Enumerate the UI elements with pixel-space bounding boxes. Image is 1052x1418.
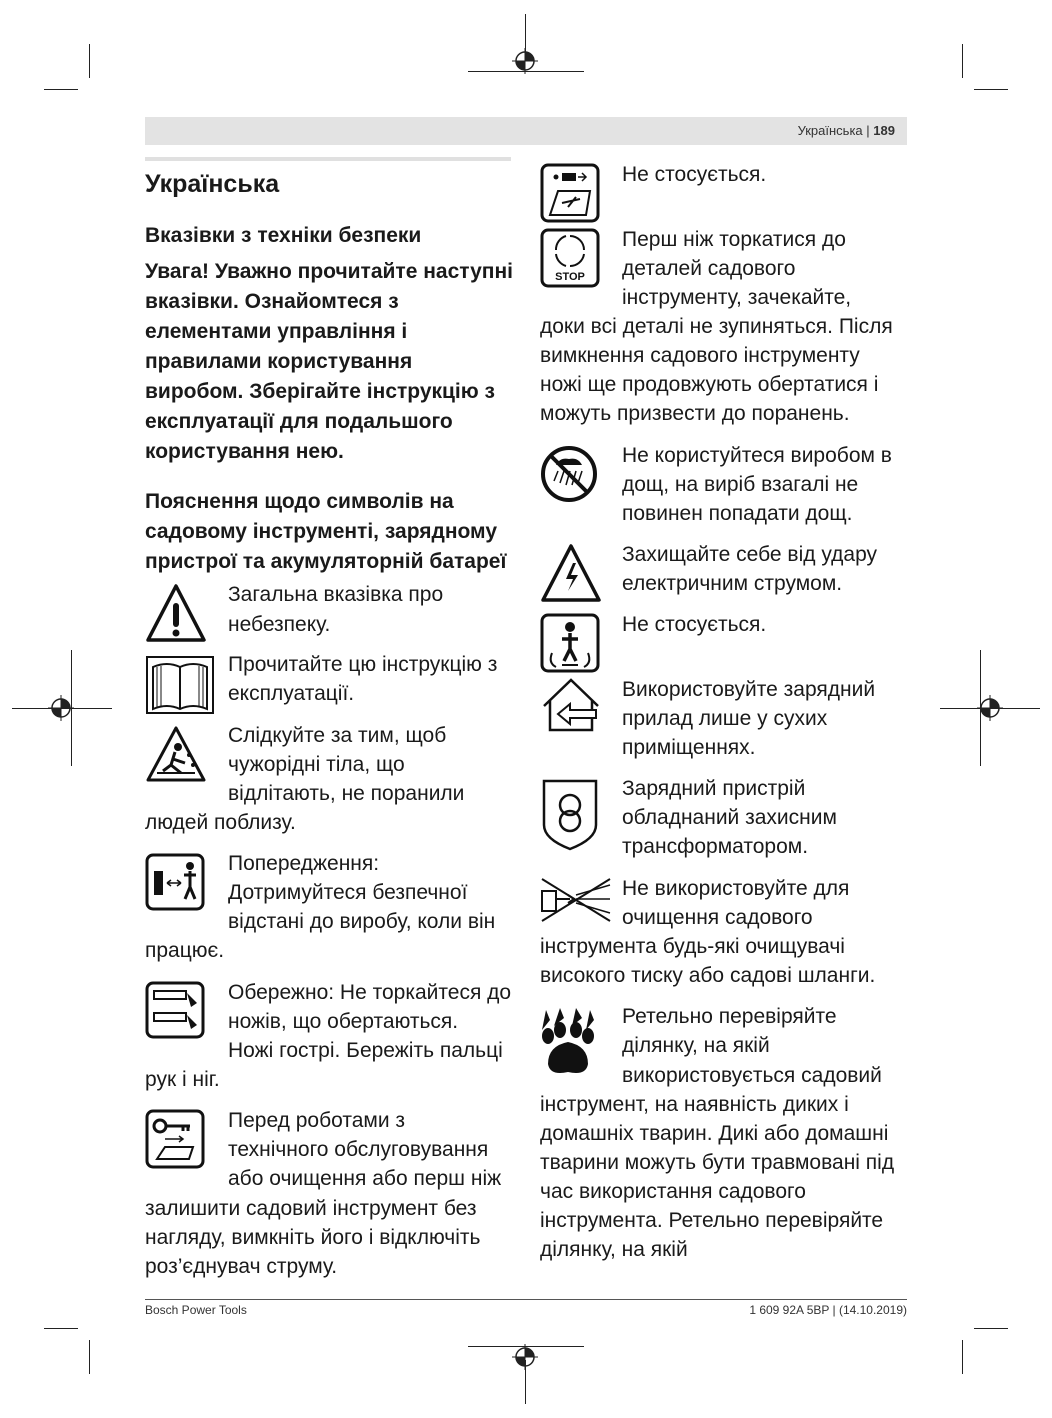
symbol-description: Ножі гострі. Бережіть пальці <box>228 1039 503 1062</box>
warning-line: елементами управління і <box>145 320 408 343</box>
symbol-description: ножів, що обертаються. <box>228 1010 459 1033</box>
header-text <box>798 123 895 138</box>
symbol-description: Прочитайте цю інструкцію з <box>228 653 498 676</box>
symbol-description: працює. <box>145 939 225 962</box>
symbol-description: використовується садовий <box>622 1064 882 1087</box>
symbol-description: трансформатором. <box>622 835 809 858</box>
crop-mark <box>962 44 963 78</box>
symbol-description: Не стосується. <box>622 163 767 186</box>
symbol-description: прилад лише у сухих <box>622 707 828 730</box>
thrown-objects-icon <box>145 725 207 783</box>
safe-distance-icon <box>145 853 205 911</box>
no-rain-icon <box>540 445 598 503</box>
rotating-blades-icon <box>145 981 205 1039</box>
crop-mark <box>974 1328 1008 1329</box>
symbol-description: приміщеннях. <box>622 736 756 759</box>
header-section: Українська <box>797 123 863 138</box>
symbols-heading-line: пристрої та акумуляторній батареї <box>145 550 507 573</box>
symbol-description: очищення садового <box>622 906 813 929</box>
read-manual-icon <box>145 655 215 715</box>
symbol-description: людей поблизу. <box>145 811 296 834</box>
title-rule <box>145 157 511 161</box>
symbol-description: Використовуйте зарядний <box>622 678 876 701</box>
symbol-description: відстані до виробу, коли він <box>228 910 496 933</box>
symbol-description: Дотримуйтеся безпечної <box>228 881 468 904</box>
symbol-description: ділянку, на якій <box>540 1238 688 1261</box>
symbol-description: чужорідні тіла, що <box>228 753 405 776</box>
symbol-description: ножі ще продовжують обертатися і <box>540 373 879 396</box>
page-header <box>145 117 907 145</box>
symbol-description: Не стосується. <box>622 613 767 636</box>
registration-target-icon <box>977 695 1003 721</box>
indoor-house-icon <box>540 676 602 734</box>
stop-rotation-icon <box>540 228 600 288</box>
symbol-description: технічного обслуговування <box>228 1138 489 1161</box>
symbol-description: Слідкуйте за тим, щоб <box>228 724 447 747</box>
symbol-description: Ретельно перевіряйте <box>622 1005 837 1028</box>
footer-rule <box>145 1299 907 1300</box>
registration-target-icon <box>512 48 538 74</box>
symbol-description: інструменту, зачекайте, <box>622 286 852 309</box>
crop-mark <box>974 89 1008 90</box>
safety-transformer-icon <box>540 777 600 853</box>
symbol-description: домашніх тварин. Дикі або домашні <box>540 1122 889 1145</box>
symbol-description: тварини можуть бути травмовані під <box>540 1151 895 1174</box>
symbol-description: Перед роботами з <box>228 1109 406 1132</box>
symbol-description: інструмент, на наявність диких і <box>540 1093 849 1116</box>
symbol-description: Зарядний пристрій <box>622 777 806 800</box>
crop-mark <box>89 1340 90 1374</box>
symbol-description: Перш ніж торкатися до <box>622 228 846 251</box>
symbol-description: Загальна вказівка про <box>228 583 444 606</box>
symbol-description: або очищення або перш ніж <box>228 1167 502 1190</box>
warning-line: виробом. Зберігайте інструкцію з <box>145 380 495 403</box>
symbol-description: рук і ніг. <box>145 1068 220 1091</box>
maintenance-key-icon <box>145 1109 205 1169</box>
safety-heading: Вказівки з техніки безпеки <box>145 224 422 247</box>
symbol-description: роз’єднувач струму. <box>145 1255 338 1278</box>
warning-line: вказівки. Ознайомтеся з <box>145 290 399 313</box>
symbol-description: дощ, на виріб взагалі не <box>622 473 859 496</box>
no-pressure-washer-icon <box>540 877 612 923</box>
crop-mark <box>962 1340 963 1374</box>
footer-brand: Bosch Power Tools <box>145 1303 247 1317</box>
symbol-description: можуть призвести до поранень. <box>540 402 850 425</box>
page-number: 189 <box>873 123 895 138</box>
symbol-description: Не використовуйте для <box>622 877 850 900</box>
symbol-description: повинен попадати дощ. <box>622 502 853 525</box>
symbols-heading-line: Пояснення щодо символів на <box>145 490 454 513</box>
registration-target-icon <box>512 1344 538 1370</box>
symbol-description: відлітають, не поранили <box>228 782 465 805</box>
crop-mark <box>89 44 90 78</box>
symbol-description: Не користуйтеся виробом в <box>622 444 892 467</box>
warning-line: правилами користування <box>145 350 413 373</box>
not-applicable-manual-icon <box>540 163 600 223</box>
electric-shock-icon <box>540 543 602 603</box>
symbol-description: вимкнення садового інструменту <box>540 344 860 367</box>
page-title: Українська <box>145 170 280 198</box>
symbol-description: обладнаний захисним <box>622 806 837 829</box>
symbol-description: Попередження: <box>228 852 380 875</box>
crop-mark <box>44 1328 78 1329</box>
footer-doc-number: 1 609 92A 5BP | (14.10.2019) <box>749 1303 907 1317</box>
operator-icon <box>540 613 600 673</box>
registration-target-icon <box>48 695 74 721</box>
symbol-description: деталей садового <box>622 257 796 280</box>
warning-triangle-icon <box>145 583 207 643</box>
svg-text:STOP: STOP <box>555 271 585 283</box>
crop-mark <box>44 89 78 90</box>
symbol-description: Обережно: Не торкайтеся до <box>228 981 512 1004</box>
header-separator: | <box>866 123 870 138</box>
symbol-description: доки всі деталі не зупиняться. Після <box>540 315 893 338</box>
symbol-description: високого тиску або садові шланги. <box>540 964 876 987</box>
symbol-description: інструмента. Ретельно перевіряйте <box>540 1209 884 1232</box>
symbol-description: інструмента будь-які очищувачі <box>540 935 845 958</box>
symbol-description: небезпеку. <box>228 613 331 636</box>
animal-paw-icon <box>538 1006 598 1078</box>
symbol-description: електричним струмом. <box>622 572 843 595</box>
symbol-description: нагляду, вимкніть його і відключіть <box>145 1226 481 1249</box>
symbol-description: експлуатації. <box>228 682 355 705</box>
warning-line: експлуатації для подальшого <box>145 410 453 433</box>
symbols-heading-line: садовому інструменті, зарядному <box>145 520 497 543</box>
symbol-description: Захищайте себе від удару <box>622 543 878 566</box>
warning-line: користування нею. <box>145 440 344 463</box>
warning-line: Увага! Уважно прочитайте наступні <box>145 260 513 283</box>
symbol-description: залишити садовий інструмент без <box>145 1197 477 1220</box>
symbol-description: час використання садового <box>540 1180 806 1203</box>
symbol-description: ділянку, на якій <box>622 1034 770 1057</box>
